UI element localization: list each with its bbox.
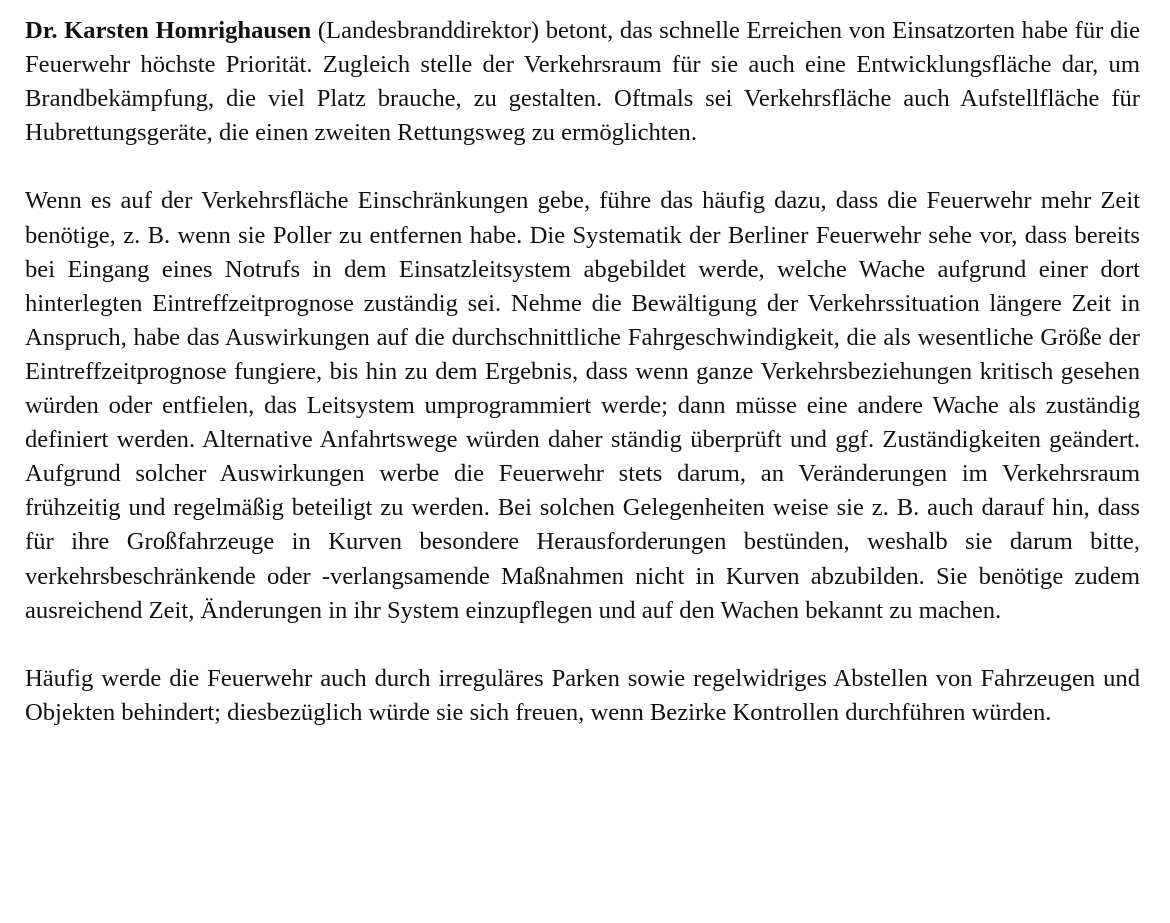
- paragraph-1: [25, 14, 1140, 150]
- paragraph-2: Wenn es auf der Verkehrsfläche Einschränkungen gebe, führe das häufig dazu, dass die Feuerwehr mehr Zeit benötige, z. B. wenn sie Poller zu entfernen habe. Die Systematik der Berliner Feuerwehr sehe vor, dass bereits bei Eingang eines Notrufs in dem Einsatzleitsystem abgebildet werde, welche Wache aufgrund einer dort hinterlegten Eintreffzeitprognose zuständig sei. Nehme die Bewältigung der Verkehrssituation längere Zeit in Anspruch, habe das Auswirkungen auf die durchschnittliche Fahrgeschwindigkeit, die als wesentliche Größe der Eintreffzeitprognose fungiere, bis hin zu dem Ergebnis, dass wenn ganze Verkehrsbeziehungen kritisch gesehen würden oder entfielen, das Leitsystem umprogrammiert werde; dann müsse eine andere Wache als zuständig definiert werden. Alternative Anfahrtswege würden daher ständig überprüft und ggf. Zuständigkeiten geändert. Aufgrund solcher Auswirkungen werbe die Feuerwehr stets darum, an Veränderungen im Verkehrsraum frühzeitig und regelmäßig beteiligt zu werden. Bei solchen Gelegenheiten weise sie z. B. auch darauf hin, dass für ihre Großfahrzeuge in Kurven besondere Herausforderungen bestünden, weshalb sie darum bitte, verkehrsbeschränkende oder -verlangsamende Maßnahmen nicht in Kurven abzubilden. Sie benötige zudem ausreichend Zeit, Änderungen in ihr System einzupflegen und auf den Wachen bekannt zu machen.: [25, 187, 1140, 624]
- paragraph-3: Häufig werde die Feuerwehr auch durch irreguläres Parken sowie regelwidriges Abstellen von Fahrzeugen und Objekten behindert; diesbezüglich würde sie sich freuen, wenn Bezirke Kontrollen durchführen würden.: [25, 664, 1140, 726]
- speaker-name: Dr. Karsten Homrighausen: [25, 17, 312, 44]
- paragraph-1-text: (Landesbranddirektor) betont, das schnelle Erreichen von Einsatzorten habe für die Feuerwehr höchste Priorität. Zugleich stelle der Verkehrsraum für sie auch eine Entwicklungsfläche dar, um Brandbekämpfung, die viel Platz brauche, zu gestalten. Oftmals sei Verkehrsfläche auch Aufstellfläche für Hubrettungsgeräte, die einen zweiten Rettungsweg zu ermöglichten.: [25, 17, 1141, 147]
